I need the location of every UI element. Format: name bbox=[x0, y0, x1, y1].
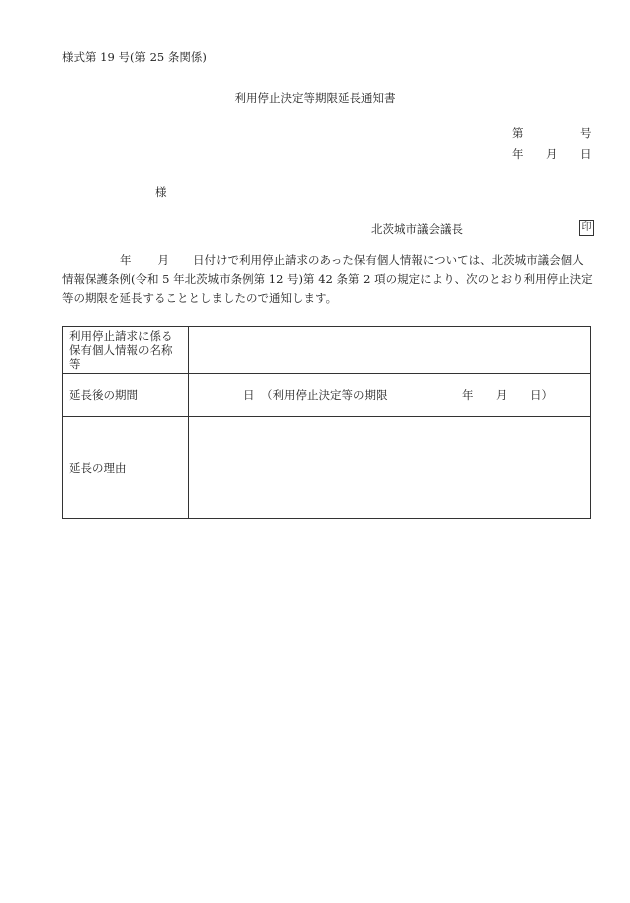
body-year: 年 bbox=[120, 253, 132, 267]
body-line-3: 等の期限を延長することとしましたので通知します。 bbox=[62, 291, 338, 305]
body-text bbox=[62, 251, 592, 308]
period-deadline-text: （利用停止決定等の期限 bbox=[261, 388, 388, 402]
body-month: 月 bbox=[157, 253, 169, 267]
ref-dai-label: 第 bbox=[512, 126, 524, 140]
body-line-1 bbox=[62, 251, 592, 270]
sender-name: 北茨城市議会議長 bbox=[371, 222, 463, 236]
addressee-suffix: 様 bbox=[155, 185, 167, 199]
row-name-label-line-2: 保有個人情報の名称 bbox=[69, 343, 173, 357]
body-line-2: 情報保護条例(令和 5 年北茨城市条例第 12 号)第 42 条第 2 項の規定により、次のとおり利用停止決定 bbox=[62, 272, 593, 286]
row-name-value[interactable] bbox=[189, 327, 591, 374]
row-name-label bbox=[63, 327, 189, 374]
row-period-label: 延長後の期間 bbox=[63, 374, 189, 417]
period-day-close: 日） bbox=[530, 388, 553, 402]
period-year-label: 年 bbox=[462, 388, 474, 402]
row-name-label-line-3: 等 bbox=[69, 357, 81, 371]
table-row-reason bbox=[63, 417, 591, 519]
date-year-label: 年 bbox=[512, 147, 524, 161]
date-month-label: 月 bbox=[546, 147, 558, 161]
ref-gou-label: 号 bbox=[580, 126, 592, 140]
row-reason-label: 延長の理由 bbox=[63, 417, 189, 519]
date-day-label: 日 bbox=[580, 147, 592, 161]
period-day-label: 日 bbox=[243, 388, 255, 402]
period-month-label: 月 bbox=[496, 388, 508, 402]
table-row-name bbox=[63, 327, 591, 374]
table-row-period bbox=[63, 374, 591, 417]
row-period-value[interactable] bbox=[189, 374, 591, 417]
row-reason-value[interactable] bbox=[189, 417, 591, 519]
body-line-1-rest: 日付けで利用停止請求のあった保有個人情報については、北茨城市議会個人 bbox=[193, 253, 584, 267]
info-table bbox=[62, 326, 591, 519]
seal-box: 印 bbox=[579, 220, 594, 236]
form-number: 様式第 19 号(第 25 条関係) bbox=[62, 50, 207, 64]
document-title: 利用停止決定等期限延長通知書 bbox=[234, 91, 396, 105]
row-name-label-line-1: 利用停止請求に係る bbox=[69, 329, 173, 343]
